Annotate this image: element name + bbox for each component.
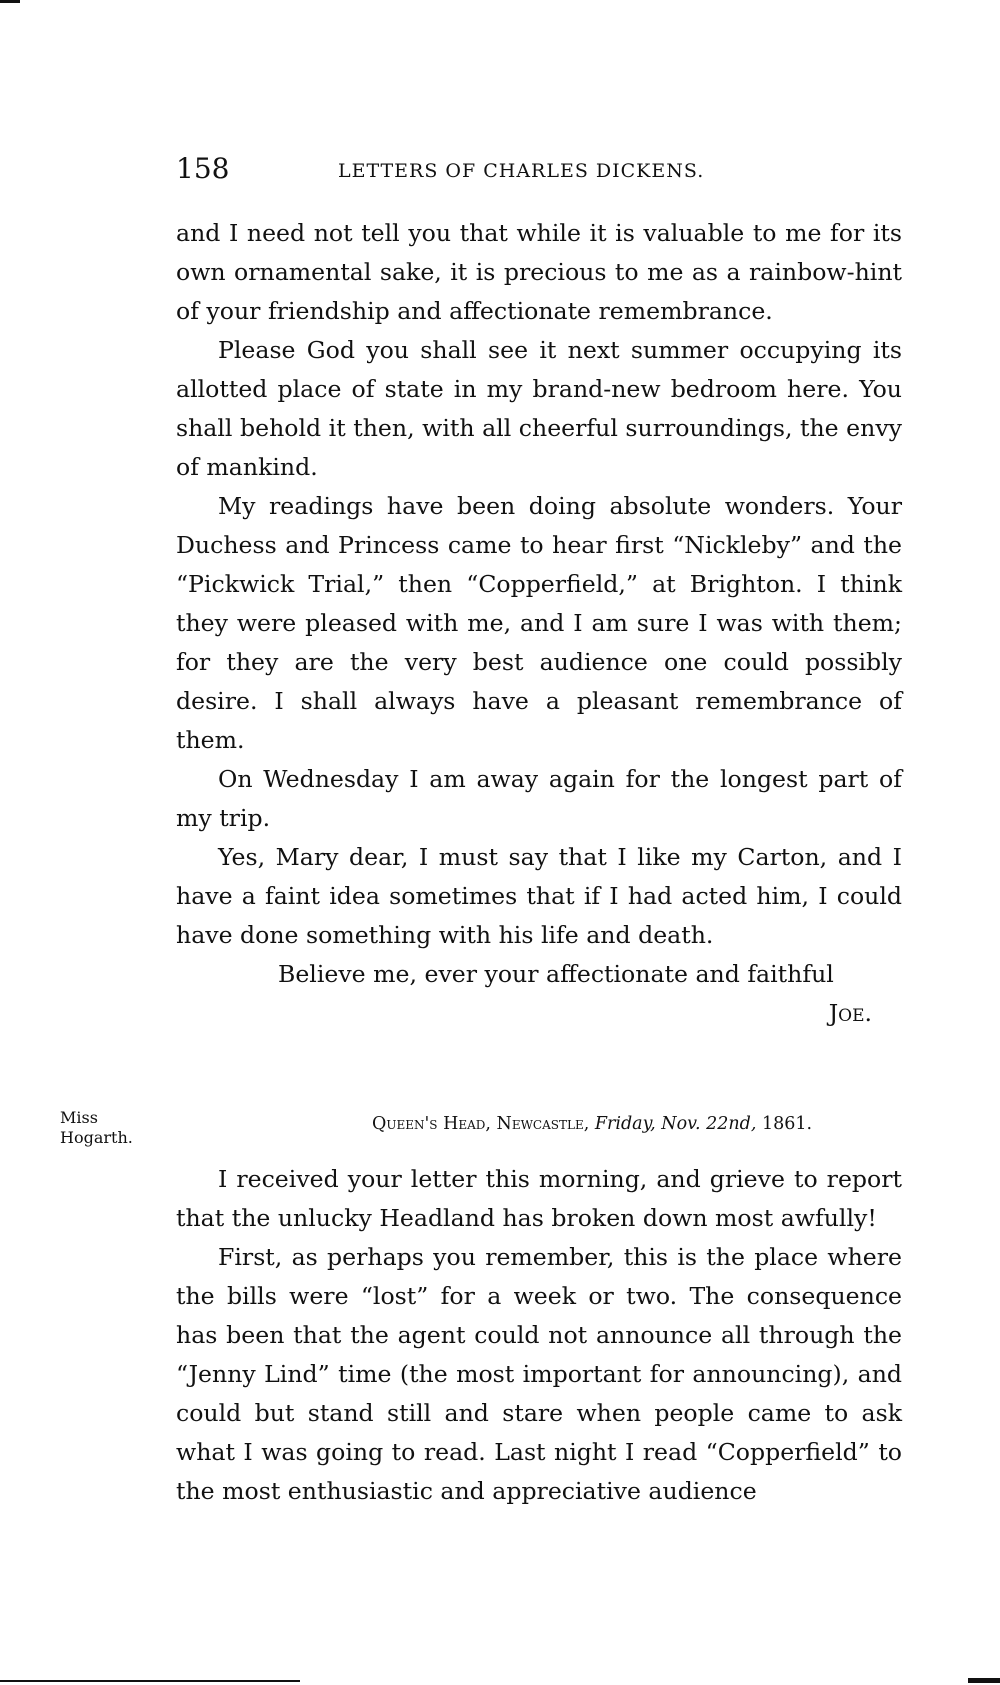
letter-2-dateline (372, 1114, 812, 1134)
letter-1-paragraph: On Wednesday I am away again for the longest part of my trip. (176, 765, 902, 832)
recipient-line-2: Hogarth. (60, 1128, 133, 1147)
scan-artifact-top-left (0, 0, 20, 3)
scan-artifact-bottom-right (968, 1678, 1000, 1683)
letter-1-closing: Believe me, ever your affectionate and faithful (278, 960, 834, 988)
letter-1-body (176, 214, 902, 1033)
running-title: LETTERS OF CHARLES DICKENS. (338, 160, 705, 182)
recipient-side-note (60, 1108, 133, 1148)
letter-1-paragraph: Please God you shall see it next summer occupying its allotted place of state in my brand-new bedroom here. You shall behold it then, with all cheerful surroundings, the envy of mankind. (176, 336, 902, 481)
letter-1-paragraph: My readings have been doing absolute wonders. Your Duchess and Princess came to hear first “Nickleby” and the “Pickwick Trial,” then “Copperfield,” at Brighton. I think they were pleased with me, and I am sure I was with them; for they are the very best audience one could possibly desire. I shall always have a pleasant remembrance of them. (176, 492, 902, 754)
recipient-line-1: Miss (60, 1108, 98, 1127)
dateline-year: 1861. (761, 1114, 813, 1134)
letter-2-paragraph: I received your letter this morning, and grieve to report that the unlucky Headland has broken down most awfully! (176, 1165, 902, 1232)
letter-2-paragraph: First, as perhaps you remember, this is the place where the bills were “lost” for a week or two. The consequence has been that the agent could not announce all through the “Jenny Lind” time (the most important for announcing), and could but stand still and stare when people came to ask what I was going to read. Last night I read “Copperfield” to the most enthusiastic and appreciative audience (176, 1243, 902, 1505)
letter-1-signature: Joe. (828, 999, 872, 1027)
letter-1-paragraph: Yes, Mary dear, I must say that I like my Carton, and I have a faint idea sometimes that if I had acted him, I could have done something with his life and death. (176, 843, 902, 949)
letter-1-paragraph: and I need not tell you that while it is valuable to me for its own ornamental sake, it is precious to me as a rainbow-hint of your friendship and affectionate remembrance. (176, 219, 902, 325)
page-number: 158 (176, 152, 230, 185)
dateline-place: Queen's Head, Newcastle, (372, 1114, 590, 1134)
scan-artifact-bottom-rule (0, 1680, 300, 1682)
letter-2-body (176, 1160, 902, 1511)
dateline-date: Friday, Nov. 22nd, (594, 1114, 757, 1134)
